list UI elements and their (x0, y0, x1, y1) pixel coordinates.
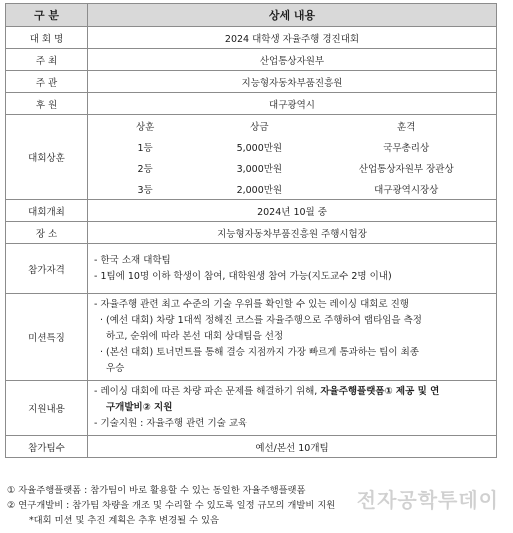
value-organizer: 지능형자동차부품진흥원 (88, 71, 497, 93)
row-eligibility (6, 244, 497, 294)
award-rank: 1등 (137, 142, 153, 154)
label-eligibility: 참가자격 (6, 244, 88, 294)
mission-line: 하고, 순위에 따라 본선 대회 상대팀을 선정 (106, 331, 284, 342)
award-honor: 대구광역시장상 (374, 184, 439, 196)
awards-row (88, 178, 496, 199)
footnote: ① 자율주행플랫폼 : 참가팀이 바로 활용할 수 있는 동일한 자율주행플랫폼 (7, 485, 306, 496)
label-teams: 참가팀수 (6, 436, 88, 458)
value-teams: 예선/본선 10개팀 (88, 436, 497, 458)
value-host: 산업통상자원부 (88, 49, 497, 71)
support-highlight: 자율주행플랫폼① 제공 및 연 (320, 386, 440, 397)
label-venue: 장 소 (6, 222, 88, 244)
award-rank: 3등 (137, 184, 153, 196)
value-support (88, 381, 497, 436)
row-date (6, 200, 497, 222)
value-name: 2024 대학생 자율주행 경진대회 (88, 27, 497, 49)
label-sponsor: 후 원 (6, 93, 88, 115)
support-highlight: 구개발비② 지원 (106, 402, 173, 413)
awards-row (88, 136, 496, 157)
awards-header-row (88, 115, 496, 136)
table-header (6, 4, 497, 27)
eligibility-line: - 1팀에 10명 이하 학생이 참여, 대학원생 참여 가능(지도교수 2명 이내) (94, 270, 392, 282)
footnote: ② 연구개발비 : 참가팀 차량을 개조 및 수리할 수 있도록 일정 규모의 개발비 지원 (7, 500, 336, 511)
mission-line: 우승 (106, 363, 125, 374)
row-teams (6, 436, 497, 458)
awards-cell (88, 115, 497, 200)
footnotes (7, 483, 335, 528)
award-prize: 3,000만원 (236, 163, 283, 175)
support-text: - 레이싱 대회에 따른 차량 파손 문제를 해결하기 위해, (94, 386, 321, 397)
row-awards (6, 115, 497, 200)
label-mission: 미션특징 (6, 294, 88, 381)
value-mission (88, 294, 497, 381)
label-host: 주 최 (6, 49, 88, 71)
awards-col-rank: 상훈 (135, 121, 155, 133)
value-date: 2024년 10월 중 (88, 200, 497, 222)
row-organizer (6, 71, 497, 93)
label-organizer: 주 관 (6, 71, 88, 93)
value-venue: 지능형자동차부품진흥원 주행시험장 (88, 222, 497, 244)
eligibility-line: - 한국 소재 대학팀 (94, 254, 171, 266)
mission-line: · (예선 대회) 차량 1대씩 정해진 코스를 자율주행으로 주행하여 랩타임을 측정 (100, 315, 422, 326)
label-support: 지원내용 (6, 381, 88, 436)
row-sponsor (6, 93, 497, 115)
watermark: 전자공학투데이 (356, 488, 499, 512)
label-awards: 대회상훈 (6, 115, 88, 200)
footnote: *대회 미션 및 추진 계획은 추후 변경될 수 있음 (29, 515, 219, 526)
label-name: 대 회 명 (6, 27, 88, 49)
award-honor: 국무총리상 (383, 142, 430, 154)
value-eligibility (88, 244, 497, 294)
row-venue (6, 222, 497, 244)
row-host (6, 49, 497, 71)
support-line (94, 384, 490, 400)
mission-line: - 자율주행 관련 최고 수준의 기술 우위를 확인할 수 있는 레이싱 대회로 진행 (94, 299, 409, 310)
header-detail: 상세 내용 (88, 4, 497, 27)
awards-table (88, 115, 496, 199)
support-line: - 기술지원 : 자율주행 관련 기술 교육 (94, 418, 248, 429)
value-sponsor: 대구광역시 (88, 93, 497, 115)
award-prize: 2,000만원 (236, 184, 283, 196)
awards-col-prize: 상금 (250, 121, 269, 133)
awards-row (88, 157, 496, 178)
row-mission (6, 294, 497, 381)
awards-col-honor: 훈격 (397, 121, 416, 133)
row-support (6, 381, 497, 436)
award-prize: 5,000만원 (236, 142, 283, 154)
header-category: 구 분 (6, 4, 88, 27)
award-rank: 2등 (137, 163, 153, 175)
mission-line: · (본선 대회) 토너먼트를 통해 결승 지점까지 가장 빠르게 통과하는 팀이 최종 (100, 347, 419, 358)
row-name (6, 27, 497, 49)
contest-info-table (5, 3, 497, 458)
support-line (94, 400, 490, 416)
label-date: 대회개최 (6, 200, 88, 222)
award-honor: 산업통상자원부 장관상 (358, 163, 454, 175)
